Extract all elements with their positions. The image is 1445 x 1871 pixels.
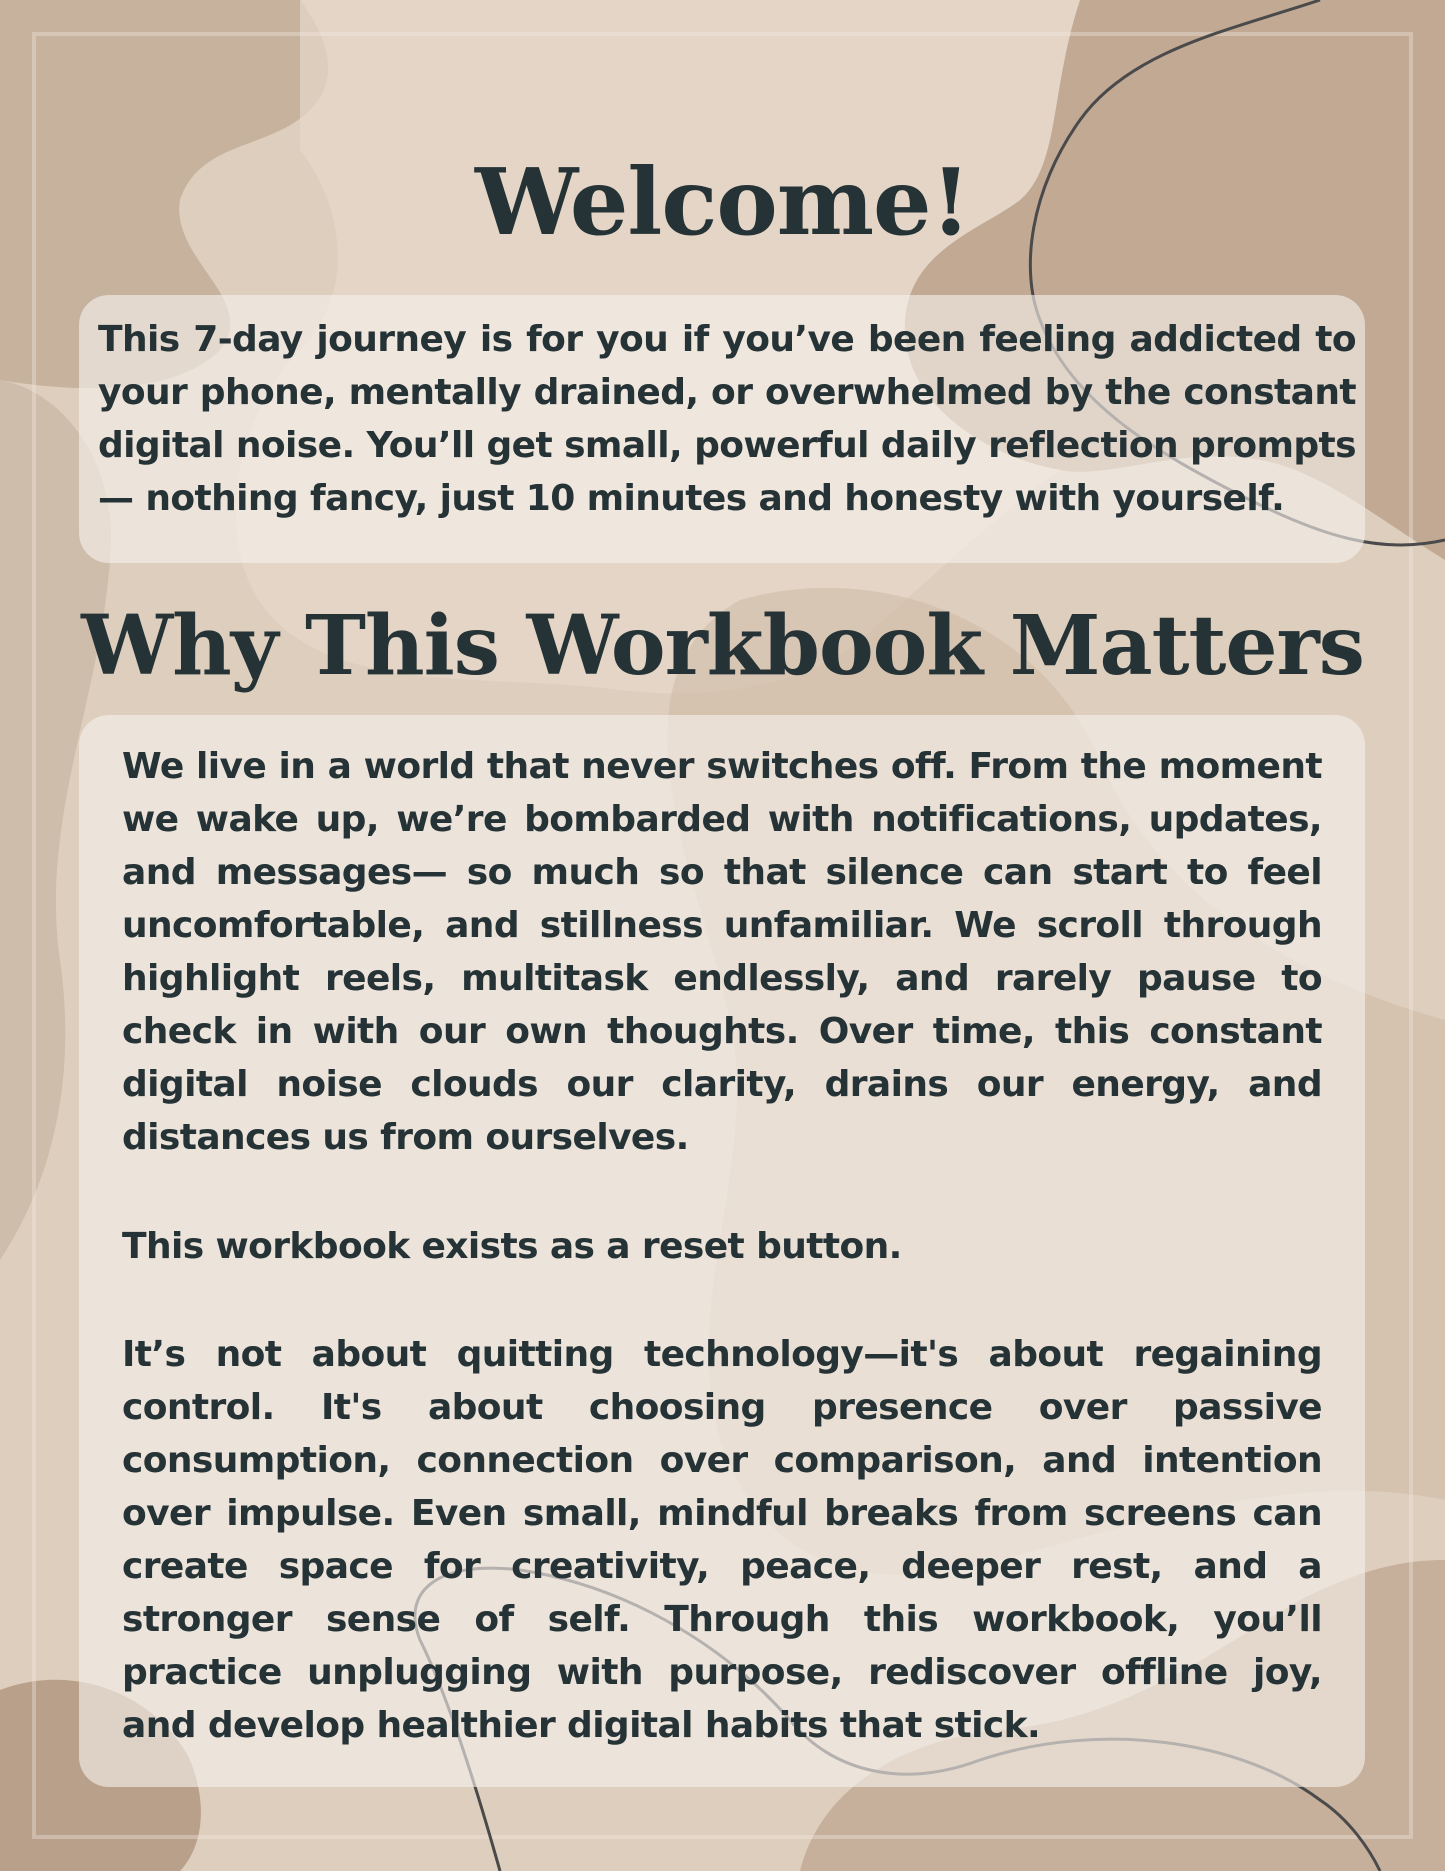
welcome-title: Welcome! — [475, 148, 970, 256]
why-paragraph: It’s not about quitting technology—it's about regaining control. It's about choosing presence over passive consumption, connection over comparison, and intention over impulse. Even small, mindful breaks from screens can create space for creativity, peace, deeper rest, and a stronger sense of self. Through this workbook, you’ll practice unplugging with purpose, rediscover offline joy, and develop healthier digital habits that stick. — [122, 1334, 1322, 1746]
why-title: Why This Workbook Matters — [81, 598, 1364, 694]
intro-paragraph: This 7-day journey is for you if you’ve been feeling addicted to your phone, mentally drained, or overwhelmed by the constant digital noise. You’ll get small, powerful daily reflection prompts — nothing fancy, just 10 minutes and honesty with yourself. — [98, 319, 1356, 519]
why-paragraph: This workbook exists as a reset button. — [122, 1226, 902, 1267]
why-paragraph: We live in a world that never switches off. From the moment we wake up, we’re bombarded with notifications, updates, and messages— so much so that silence can start to feel uncomfortable, and stillness unfamiliar. We scroll through highlight reels, multitask endlessly, and rarely pause to check in with our own thoughts. Over time, this constant digital noise clouds our clarity, drains our energy, and distances us from ourselves. — [122, 746, 1322, 1158]
